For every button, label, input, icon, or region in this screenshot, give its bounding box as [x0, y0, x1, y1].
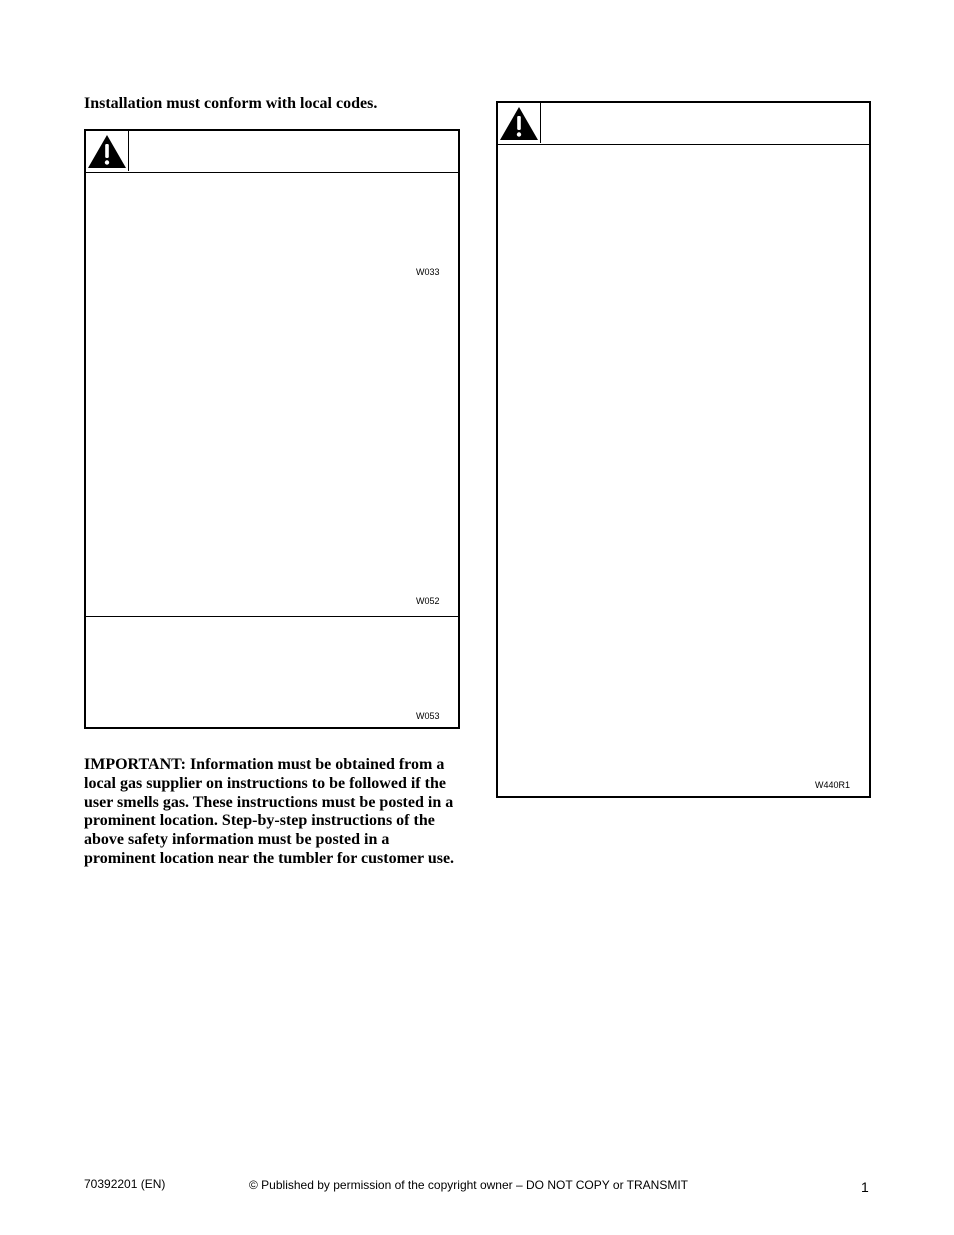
- install-note: Installation must conform with local codes.: [84, 95, 378, 112]
- warning-triangle-icon: [499, 105, 539, 141]
- footer-copyright: © Published by permission of the copyright owner – DO NOT COPY or TRANSMIT: [249, 1178, 689, 1192]
- left-warning-box: [84, 129, 460, 729]
- warning-code-w052: W052: [416, 596, 440, 606]
- right-warning-icon-cell: [498, 103, 541, 143]
- right-warning-header: [498, 103, 869, 145]
- warning-triangle-icon: [87, 133, 127, 169]
- warning-code-w440r1: W440R1: [815, 780, 851, 790]
- footer-doc-number: 70392201 (EN): [84, 1177, 166, 1191]
- warning-code-w053: W053: [416, 711, 440, 721]
- footer-page-number: 1: [861, 1179, 869, 1195]
- right-warning-box: [496, 101, 871, 798]
- warning-code-w033: W033: [416, 267, 440, 277]
- left-warning-header: [86, 131, 458, 173]
- left-warning-divider: [86, 616, 458, 617]
- important-notice: IMPORTANT: Information must be obtained from a local gas supplier on instructions to be followed if the user smells gas. These instructions must be posted in a prominent location. Step-by-step instructions of the above safety information must be posted in a prominent location near the tumbler for customer use.: [84, 756, 455, 867]
- left-warning-icon-cell: [86, 131, 129, 171]
